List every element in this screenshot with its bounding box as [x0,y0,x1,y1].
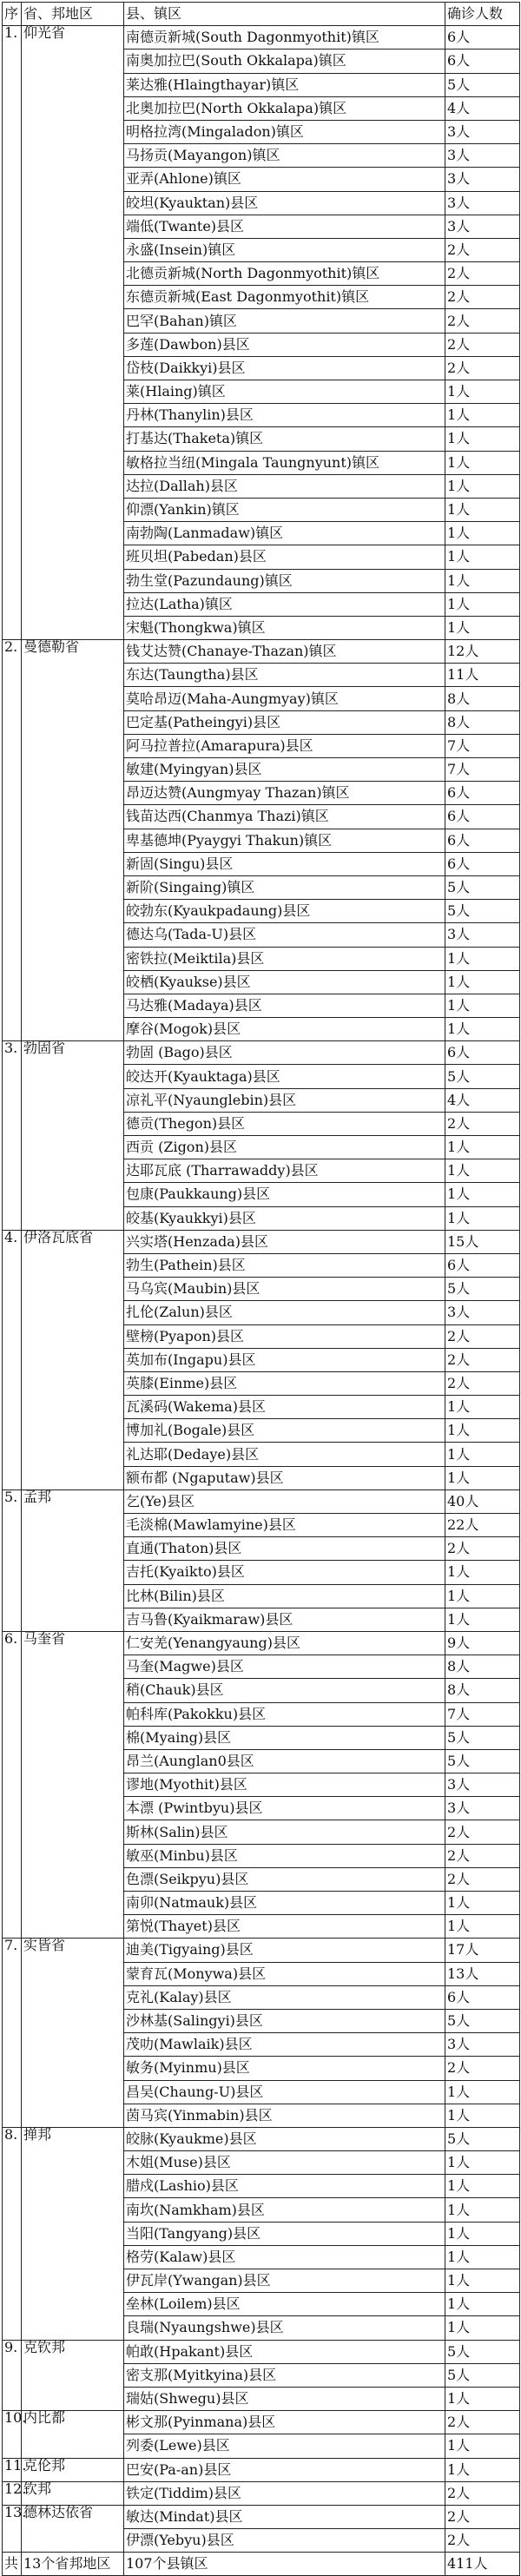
township-cell: 马乌宾(Maubin)县区 [124,1278,445,1301]
count-cell: 1人 [445,994,520,1017]
count-cell: 1人 [445,2316,520,2340]
township-cell: 仁安羌(Yenangyaung)县区 [124,1631,445,1655]
township-cell: 达拉(Dallah)县区 [124,474,445,498]
count-cell: 1人 [445,1584,520,1608]
count-cell: 2人 [445,1867,520,1891]
township-cell: 腊戍(Lashio)县区 [124,2175,445,2198]
count-cell: 1人 [445,1396,520,1419]
count-cell: 8人 [445,1679,520,1702]
count-cell: 5人 [445,875,520,899]
township-cell: 垒林(Loilem)县区 [124,2293,445,2316]
row-index: 13. [3,2505,22,2552]
township-cell: 帕科库(Pakokku)县区 [124,1702,445,1726]
township-cell: 壁榜(Pyapon)县区 [124,1324,445,1348]
region-cell: 勃固省 [22,1041,124,1231]
township-cell: 皎达开(Kyauktaga)县区 [124,1065,445,1088]
row-index: 5. [3,1489,22,1631]
row-index: 4. [3,1230,22,1489]
township-cell: 马扬贡(Mayangon)镇区 [124,144,445,168]
table-row [3,2481,520,2505]
header-count: 确诊人数 [445,3,520,26]
count-cell: 5人 [445,900,520,923]
township-cell: 岱枝(Daikkyi)县区 [124,356,445,380]
township-cell: 棉(Myaing)县区 [124,1726,445,1749]
count-cell: 3人 [445,1773,520,1797]
township-cell: 皎脉(Kyaukme)县区 [124,2127,445,2150]
township-cell: 皎坦(Kyauktan)县区 [124,191,445,215]
township-cell: 莫哈昂迈(Maha-Aungmyay)镇区 [124,687,445,710]
count-cell: 5人 [445,2009,520,2032]
township-cell: 英膝(Einme)县区 [124,1371,445,1395]
township-cell: 英加布(Ingapu)县区 [124,1348,445,1371]
township-cell: 凉礼平(Nyaunglebin)县区 [124,1088,445,1112]
township-cell: 德贡(Thegon)县区 [124,1112,445,1135]
township-cell: 包康(Paukkaung)县区 [124,1183,445,1206]
township-cell: 铁定(Tiddim)县区 [124,2481,445,2505]
township-cell: 谬地(Myothit)县区 [124,1773,445,1797]
region-cell: 钦邦 [22,2481,124,2505]
count-cell: 3人 [445,1797,520,1820]
count-cell: 1人 [445,1419,520,1443]
township-cell: 新阶(Singaing)镇区 [124,875,445,899]
count-cell: 1人 [445,2222,520,2245]
count-cell: 2人 [445,2411,520,2434]
count-cell: 11人 [445,664,520,687]
count-cell: 1人 [445,947,520,970]
township-cell: 昌吴(Chaung-U)县区 [124,2080,445,2104]
table-row [3,2127,520,2150]
township-cell: 巴安(Pa-an)县区 [124,2458,445,2481]
township-cell: 丹林(Thanylin)县区 [124,404,445,427]
count-cell: 1人 [445,1466,520,1489]
region-cell: 仰光省 [22,26,124,640]
count-cell: 3人 [445,1301,520,1324]
township-cell: 彬文那(Pyinmana)县区 [124,2411,445,2434]
township-cell: 色漂(Seikpyu)县区 [124,1867,445,1891]
township-cell: 吉马鲁(Kyaikmaraw)县区 [124,1608,445,1631]
township-cell: 多莲(Dawbon)县区 [124,333,445,356]
row-index: 11. [3,2458,22,2481]
region-cell: 内比都 [22,2411,124,2458]
count-cell: 5人 [445,1278,520,1301]
township-cell: 吉托(Kyaikto)县区 [124,1561,445,1584]
count-cell: 1人 [445,522,520,545]
township-cell: 皎勃东(Kyaukpadaung)县区 [124,900,445,923]
township-cell: 格劳(Kalaw)县区 [124,2245,445,2269]
table-row [3,1939,520,1962]
township-cell: 当阳(Tangyang)县区 [124,2222,445,2245]
count-cell: 6人 [445,1041,520,1065]
count-cell: 5人 [445,73,520,96]
township-cell: 东德贡新城(East Dagonmyothit)镇区 [124,286,445,309]
township-cell: 扎伦(Zalun)县区 [124,1301,445,1324]
count-cell: 1人 [445,545,520,569]
count-cell: 15人 [445,1230,520,1253]
count-cell: 2人 [445,2481,520,2505]
count-cell: 1人 [445,2387,520,2410]
township-cell: 皎基(Kyaukkyi)县区 [124,1206,445,1230]
row-index: 10. [3,2411,22,2458]
township-cell: 蒙育瓦(Monywa)县区 [124,1962,445,1985]
count-cell: 4人 [445,96,520,120]
table-row [3,1489,520,1513]
count-cell: 1人 [445,2198,520,2222]
township-cell: 皎栖(Kyaukse)县区 [124,970,445,994]
township-cell: 伊漂(Yebyu)县区 [124,2529,445,2553]
township-cell: 帕敢(Hpakant)县区 [124,2340,445,2363]
region-cell: 曼德勒省 [22,640,124,1041]
township-cell: 迪美(Tigyaing)县区 [124,1939,445,1962]
township-cell: 莱达雅(Hlaingthayar)镇区 [124,73,445,96]
count-cell: 1人 [445,380,520,404]
count-cell: 1人 [445,2269,520,2293]
table-row [3,2505,520,2528]
total-label: 共 [3,2553,22,2576]
region-cell: 实皆省 [22,1939,124,2128]
township-cell: 南德贡新城(South Dagonmyothit)镇区 [124,26,445,50]
count-cell: 2人 [445,1112,520,1135]
township-cell: 永盛(Insein)镇区 [124,238,445,261]
township-cell: 端低(Twante)县区 [124,215,445,238]
township-cell: 木姐(Muse)县区 [124,2151,445,2175]
table-row [3,2458,520,2481]
row-index: 6. [3,1631,22,1938]
region-cell: 马奎省 [22,1631,124,1938]
count-cell: 1人 [445,1892,520,1915]
township-cell: 班贝坦(Pabedan)县区 [124,545,445,569]
region-cell: 孟邦 [22,1489,124,1631]
township-cell: 敏巫(Minbu)县区 [124,1844,445,1867]
total-regions: 13个省邦地区 [22,2553,124,2576]
count-cell: 6人 [445,50,520,73]
row-index: 1. [3,26,22,640]
township-cell: 勃生堂(Pazundaung)镇区 [124,569,445,592]
table-row [3,1631,520,1655]
header-index: 序 [3,3,22,26]
count-cell: 1人 [445,474,520,498]
region-cell: 伊洛瓦底省 [22,1230,124,1489]
row-index: 7. [3,1939,22,2128]
count-cell: 1人 [445,404,520,427]
count-cell: 2人 [445,356,520,380]
township-cell: 稍(Chauk)县区 [124,1679,445,1702]
township-cell: 新固(Singu)县区 [124,852,445,875]
table-row [3,2340,520,2363]
count-cell: 3人 [445,191,520,215]
count-cell: 3人 [445,2033,520,2057]
count-cell: 2人 [445,286,520,309]
township-cell: 敏达(Mindat)县区 [124,2505,445,2528]
township-cell: 列委(Lewe)县区 [124,2434,445,2458]
township-cell: 第悦(Thayet)县区 [124,1915,445,1939]
count-cell: 7人 [445,758,520,782]
count-cell: 2人 [445,238,520,261]
table-body [3,26,520,2553]
count-cell: 1人 [445,616,520,639]
count-cell: 4人 [445,1088,520,1112]
township-cell: 西贡 (Zigon)县区 [124,1136,445,1159]
count-cell: 22人 [445,1514,520,1537]
count-cell: 13人 [445,1962,520,1985]
township-cell: 南奥加拉巴(South Okkalapa)镇区 [124,50,445,73]
township-cell: 本漂 (Pwintbyu)县区 [124,1797,445,1820]
township-cell: 拉达(Latha)镇区 [124,592,445,616]
count-cell: 1人 [445,427,520,451]
region-cell: 掸邦 [22,2127,124,2340]
township-cell: 敏格拉当纽(Mingala Taungnyunt)镇区 [124,451,445,474]
township-cell: 仰漂(Yankin)镇区 [124,498,445,521]
count-cell: 1人 [445,2245,520,2269]
count-cell: 5人 [445,2363,520,2387]
township-cell: 明格拉湾(Mingaladon)镇区 [124,120,445,143]
township-cell: 瓦溪码(Wakema)县区 [124,1396,445,1419]
township-cell: 瑞姑(Shwegu)县区 [124,2387,445,2410]
township-cell: 南坎(Namkham)县区 [124,2198,445,2222]
count-cell: 1人 [445,1206,520,1230]
count-cell: 1人 [445,1018,520,1041]
township-cell: 礼达耶(Dedaye)县区 [124,1443,445,1466]
township-cell: 博加礼(Bogale)县区 [124,1419,445,1443]
row-index: 8. [3,2127,22,2340]
count-cell: 5人 [445,2127,520,2150]
count-cell: 6人 [445,852,520,875]
total-townships: 107个县镇区 [124,2553,445,2576]
count-cell: 1人 [445,1608,520,1631]
township-cell: 克礼(Kalay)县区 [124,1985,445,2009]
row-index: 3. [3,1041,22,1231]
township-cell: 敏建(Myingyan)县区 [124,758,445,782]
count-cell: 1人 [445,1915,520,1939]
township-cell: 密支那(Myitkyina)县区 [124,2363,445,2387]
count-cell: 1人 [445,592,520,616]
count-cell: 2人 [445,333,520,356]
township-cell: 斯林(Salin)县区 [124,1820,445,1844]
count-cell: 2人 [445,1348,520,1371]
count-cell: 1人 [445,970,520,994]
count-cell: 1人 [445,498,520,521]
count-cell: 8人 [445,1655,520,1679]
township-cell: 昂迈达赞(Aungmyay Thazan)镇区 [124,782,445,805]
township-cell: 茵马宾(Yinmabin)县区 [124,2104,445,2127]
table-row [3,1041,520,1065]
count-cell: 1人 [445,2434,520,2458]
count-cell: 1人 [445,2104,520,2127]
count-cell: 1人 [445,1443,520,1466]
township-cell: 南勃陶(Lanmadaw)镇区 [124,522,445,545]
township-cell: 马奎(Magwe)县区 [124,1655,445,1679]
township-cell: 阿马拉普拉(Amarapura)县区 [124,734,445,757]
count-cell: 1人 [445,2293,520,2316]
count-cell: 8人 [445,687,520,710]
township-cell: 伊瓦岸(Ywangan)县区 [124,2269,445,2293]
count-cell: 1人 [445,2151,520,2175]
count-cell: 9人 [445,1631,520,1655]
township-cell: 钱艾达赞(Chanaye-Thazan)镇区 [124,640,445,664]
count-cell: 6人 [445,829,520,852]
count-cell: 8人 [445,710,520,734]
township-cell: 兴实塔(Henzada)县区 [124,1230,445,1253]
count-cell: 3人 [445,923,520,947]
table-row [3,2411,520,2434]
township-cell: 昂兰(Aunglan0县区 [124,1749,445,1773]
count-cell: 7人 [445,1702,520,1726]
township-cell: 南卯(Natmauk)县区 [124,1892,445,1915]
count-cell: 12人 [445,640,520,664]
count-cell: 2人 [445,309,520,333]
count-cell: 1人 [445,569,520,592]
township-cell: 茂叻(Mawlaik)县区 [124,2033,445,2057]
count-cell: 1人 [445,1136,520,1159]
row-index: 9. [3,2340,22,2411]
township-cell: 直通(Thaton)县区 [124,1537,445,1561]
count-cell: 6人 [445,1985,520,2009]
township-cell: 毛淡棉(Mawlamyine)县区 [124,1514,445,1537]
header-row [3,3,520,26]
township-cell: 打基达(Thaketa)镇区 [124,427,445,451]
count-cell: 1人 [445,1159,520,1183]
header-region: 省、邦地区 [22,3,124,26]
count-cell: 3人 [445,215,520,238]
total-count: 411人 [445,2553,520,2576]
count-cell: 2人 [445,1844,520,1867]
count-cell: 3人 [445,168,520,191]
count-cell: 40人 [445,1489,520,1513]
count-cell: 1人 [445,1183,520,1206]
count-cell: 5人 [445,1726,520,1749]
township-cell: 摩谷(Mogok)县区 [124,1018,445,1041]
count-cell: 6人 [445,26,520,50]
header-township: 县、镇区 [124,3,445,26]
count-cell: 2人 [445,1371,520,1395]
township-cell: 勃生(Pathein)县区 [124,1253,445,1277]
count-cell: 2人 [445,2529,520,2553]
count-cell: 1人 [445,451,520,474]
count-cell: 6人 [445,782,520,805]
township-cell: 宋魁(Thongkwa)镇区 [124,616,445,639]
count-cell: 2人 [445,2057,520,2080]
township-cell: 达耶瓦底 (Tharrawaddy)县区 [124,1159,445,1183]
row-index: 2. [3,640,22,1041]
township-cell: 额布都 (Ngaputaw)县区 [124,1466,445,1489]
count-cell: 2人 [445,1820,520,1844]
township-cell: 卑基德坤(Pyaygyi Thakun)镇区 [124,829,445,852]
count-cell: 1人 [445,2175,520,2198]
township-cell: 巴定基(Patheingyi)县区 [124,710,445,734]
table-row [3,26,520,50]
region-cell: 德林达依省 [22,2505,124,2552]
township-cell: 比林(Bilin)县区 [124,1584,445,1608]
township-cell: 勃固 (Bago)县区 [124,1041,445,1065]
region-cell: 克伦邦 [22,2458,124,2481]
township-cell: 马达雅(Madaya)县区 [124,994,445,1017]
township-cell: 钱苗达西(Chanmya Thazi)镇区 [124,805,445,829]
township-cell: 莱(Hlaing)镇区 [124,380,445,404]
township-cell: 密铁拉(Meiktila)县区 [124,947,445,970]
count-cell: 3人 [445,120,520,143]
township-cell: 敏务(Myinmu)县区 [124,2057,445,2080]
count-cell: 17人 [445,1939,520,1962]
count-cell: 3人 [445,144,520,168]
case-table [2,2,520,2576]
count-cell: 2人 [445,1537,520,1561]
count-cell: 2人 [445,262,520,286]
row-index: 12. [3,2481,22,2505]
township-cell: 德达乌(Tada-U)县区 [124,923,445,947]
township-cell: 良瑞(Nyaungshwe)县区 [124,2316,445,2340]
township-cell: 乞(Ye)县区 [124,1489,445,1513]
count-cell: 6人 [445,805,520,829]
township-cell: 北奥加拉巴(North Okkalapa)镇区 [124,96,445,120]
count-cell: 2人 [445,1324,520,1348]
table-row [3,1230,520,1253]
count-cell: 5人 [445,1749,520,1773]
count-cell: 7人 [445,734,520,757]
township-cell: 北德贡新城(North Dagonmyothit)镇区 [124,262,445,286]
region-cell: 克钦邦 [22,2340,124,2411]
count-cell: 1人 [445,2080,520,2104]
table-row [3,640,520,664]
count-cell: 1人 [445,2458,520,2481]
township-cell: 亚弄(Ahlone)镇区 [124,168,445,191]
count-cell: 2人 [445,2505,520,2528]
count-cell: 5人 [445,2340,520,2363]
count-cell: 6人 [445,1253,520,1277]
count-cell: 5人 [445,1065,520,1088]
township-cell: 沙林基(Salingyi)县区 [124,2009,445,2032]
total-row [3,2553,520,2576]
township-cell: 东达(Taungtha)县区 [124,664,445,687]
township-cell: 巴罕(Bahan)镇区 [124,309,445,333]
count-cell: 1人 [445,1561,520,1584]
